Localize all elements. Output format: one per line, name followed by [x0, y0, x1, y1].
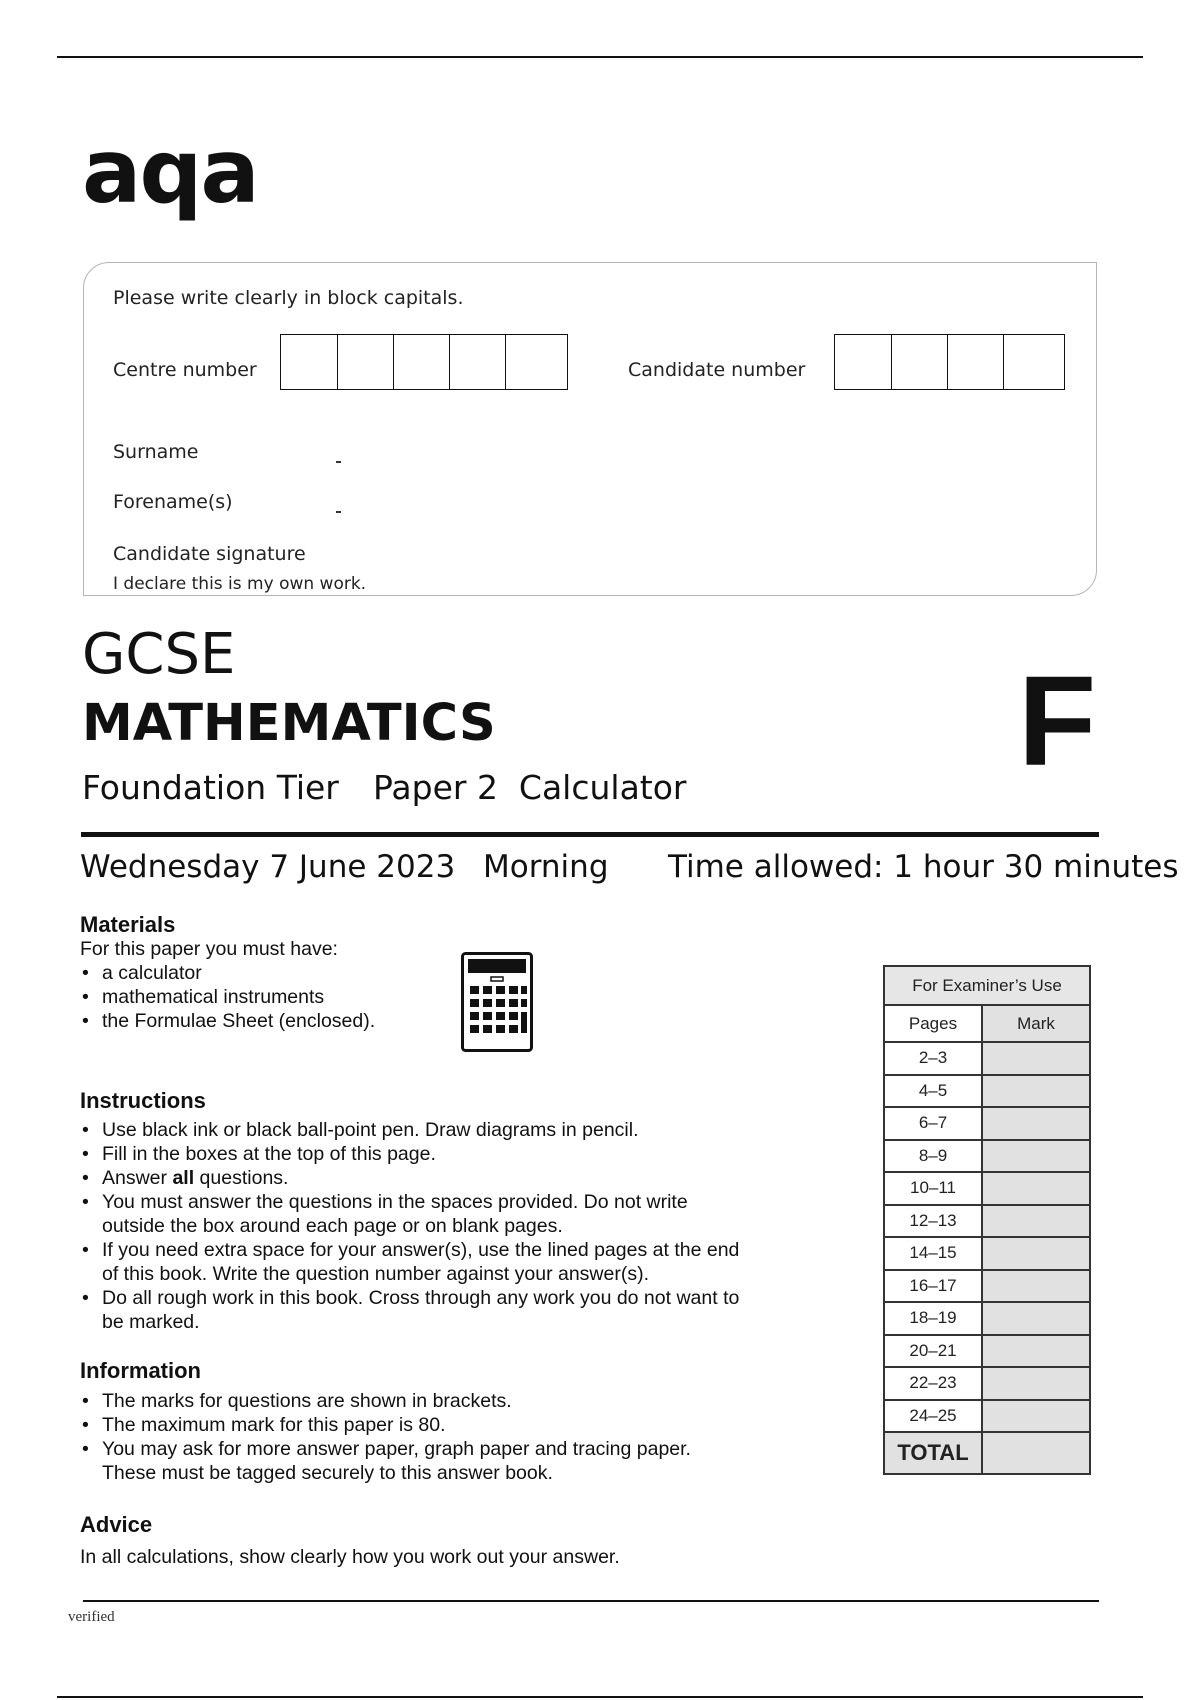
- pages-cell: 18–19: [884, 1302, 982, 1335]
- pages-cell: 14–15: [884, 1237, 982, 1270]
- signature-label: Candidate signature: [113, 543, 306, 565]
- examiner-use-table: [883, 965, 1091, 1475]
- list-item: • The maximum mark for this paper is 80.: [80, 1413, 691, 1437]
- pages-cell: 16–17: [884, 1270, 982, 1303]
- title-rule: [81, 832, 1099, 837]
- table-row: [884, 1270, 1090, 1303]
- instructions-heading: Instructions: [80, 1088, 206, 1113]
- time-allowed: Time allowed: 1 hour 30 minutes: [668, 849, 1179, 885]
- mark-cell[interactable]: [982, 1335, 1090, 1368]
- mark-column-header: Mark: [982, 1005, 1090, 1042]
- pages-cell: 10–11: [884, 1172, 982, 1205]
- paper-label: Paper 2 Calculator: [373, 768, 687, 807]
- list-item: • Do all rough work in this book. Cross through any work you do not want to be marked.: [80, 1286, 739, 1334]
- table-row: [884, 1140, 1090, 1173]
- pages-cell: 8–9: [884, 1140, 982, 1173]
- advice-text: In all calculations, show clearly how you work out your answer.: [80, 1546, 620, 1568]
- candidate-number-boxes[interactable]: [834, 334, 1065, 390]
- subject-title: MATHEMATICS: [82, 694, 496, 753]
- centre-number-digit[interactable]: [449, 335, 505, 389]
- materials-list: [80, 961, 375, 1033]
- table-row: [884, 1107, 1090, 1140]
- information-list: [80, 1389, 691, 1485]
- table-row: [884, 1302, 1090, 1335]
- mark-cell[interactable]: [982, 1205, 1090, 1238]
- total-row: [884, 1432, 1090, 1474]
- pages-cell: 12–13: [884, 1205, 982, 1238]
- list-item: • You must answer the questions in the spaces provided. Do not write outside the box around each page or on blank pages.: [80, 1190, 739, 1238]
- pages-cell: 22–23: [884, 1367, 982, 1400]
- pages-column-header: Pages: [884, 1005, 982, 1042]
- instructions-list: [80, 1118, 739, 1334]
- table-row: [884, 1172, 1090, 1205]
- table-row: [884, 1205, 1090, 1238]
- examiner-table-title: For Examiner’s Use: [884, 966, 1090, 1005]
- footer-rule: [83, 1600, 1099, 1602]
- mark-cell[interactable]: [982, 1302, 1090, 1335]
- list-item: • a calculator: [80, 961, 375, 985]
- list-item: • Use black ink or black ball-point pen. Draw diagrams in pencil.: [80, 1118, 739, 1142]
- candidate-number-digit[interactable]: [1003, 335, 1059, 389]
- advice-heading: Advice: [80, 1512, 153, 1537]
- mark-cell[interactable]: [982, 1075, 1090, 1108]
- block-capitals-instruction: Please write clearly in block capitals.: [113, 287, 464, 309]
- exam-session: Morning: [483, 849, 609, 885]
- list-item: • the Formulae Sheet (enclosed).: [80, 1009, 375, 1033]
- centre-number-label: Centre number: [113, 359, 257, 381]
- materials-heading: Materials: [80, 912, 176, 937]
- centre-number-digit[interactable]: [281, 335, 337, 389]
- aqa-logo: aqa: [82, 120, 258, 223]
- verified-note: verified: [68, 1609, 115, 1625]
- candidate-number-label: Candidate number: [628, 359, 806, 381]
- centre-number-digit[interactable]: [505, 335, 561, 389]
- qualification-title: GCSE: [82, 622, 236, 687]
- surname-label: Surname: [113, 441, 199, 463]
- centre-number-digit[interactable]: [337, 335, 393, 389]
- table-row: [884, 1335, 1090, 1368]
- pages-cell: 6–7: [884, 1107, 982, 1140]
- mark-cell[interactable]: [982, 1367, 1090, 1400]
- materials-intro: For this paper you must have:: [80, 938, 338, 960]
- table-row: [884, 1042, 1090, 1075]
- centre-number-boxes[interactable]: [280, 334, 568, 390]
- information-heading: Information: [80, 1358, 201, 1383]
- list-item: • Answer all questions.: [80, 1166, 739, 1190]
- bottom-rule: [57, 1696, 1143, 1698]
- mark-cell[interactable]: [982, 1042, 1090, 1075]
- tier-letter: F: [1018, 650, 1097, 793]
- mark-cell[interactable]: [982, 1172, 1090, 1205]
- centre-number-digit[interactable]: [393, 335, 449, 389]
- candidate-number-digit[interactable]: [947, 335, 1003, 389]
- forenames-entry-line[interactable]: [336, 511, 341, 513]
- mark-cell[interactable]: [982, 1107, 1090, 1140]
- calculator-icon: [461, 952, 533, 1052]
- list-item: • You may ask for more answer paper, graph paper and tracing paper. These must be tagged securely to this answer book.: [80, 1437, 691, 1485]
- mark-cell[interactable]: [982, 1270, 1090, 1303]
- list-item: • If you need extra space for your answer(s), use the lined pages at the end of this book. Write the question number against your answer(s).: [80, 1238, 739, 1286]
- exam-date: Wednesday 7 June 2023: [80, 849, 456, 885]
- table-row: [884, 1237, 1090, 1270]
- total-mark-cell[interactable]: [982, 1432, 1090, 1474]
- pages-cell: 20–21: [884, 1335, 982, 1368]
- mark-cell[interactable]: [982, 1400, 1090, 1433]
- declaration-text: I declare this is my own work.: [113, 574, 367, 594]
- list-item: • Fill in the boxes at the top of this page.: [80, 1142, 739, 1166]
- top-rule: [57, 56, 1143, 58]
- pages-cell: 4–5: [884, 1075, 982, 1108]
- table-row: [884, 1367, 1090, 1400]
- candidate-number-digit[interactable]: [891, 335, 947, 389]
- candidate-number-digit[interactable]: [835, 335, 891, 389]
- tier-label: Foundation Tier: [82, 768, 339, 807]
- table-row: [884, 1075, 1090, 1108]
- list-item: • mathematical instruments: [80, 985, 375, 1009]
- total-label: TOTAL: [884, 1432, 982, 1474]
- surname-entry-line[interactable]: [336, 461, 341, 463]
- forenames-label: Forename(s): [113, 491, 233, 513]
- mark-cell[interactable]: [982, 1140, 1090, 1173]
- list-item: • The marks for questions are shown in brackets.: [80, 1389, 691, 1413]
- pages-cell: 24–25: [884, 1400, 982, 1433]
- mark-cell[interactable]: [982, 1237, 1090, 1270]
- pages-cell: 2–3: [884, 1042, 982, 1075]
- table-row: [884, 1400, 1090, 1433]
